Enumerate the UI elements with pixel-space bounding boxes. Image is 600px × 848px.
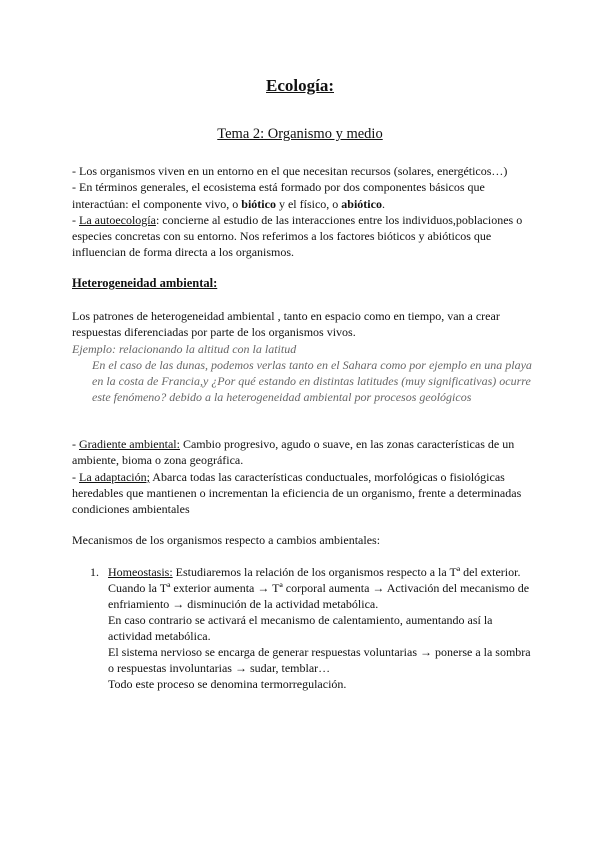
- adaptacion-text: Abarca todas las características conductuales, morfológicas o fisiológicas heredables que mantienen o incrementan la eficiencia de un organismo, frente a determinadas condiciones ambientales: [72, 469, 522, 517]
- definiciones-section: [72, 436, 534, 517]
- gradiente-paragraph: [72, 436, 534, 469]
- heterogeneidad-body: [72, 308, 534, 406]
- page-title: Ecología:: [266, 76, 334, 95]
- term-autoecologia: La autoecología: [79, 212, 156, 227]
- homeostasis-line-5: o respuestas involuntarias → sudar, temblar…: [108, 661, 331, 675]
- intro-paragraph-3: [72, 212, 534, 261]
- homeostasis-line-2: Cuando la Tª exterior aumenta → Tª corporal aumenta → Activación del mecanismo de enfriamiento → disminución de la actividad metabólica.: [108, 581, 530, 611]
- term-homeostasis: Homeostasis:: [108, 565, 173, 579]
- list-item-body: [108, 564, 534, 692]
- intro-section: [72, 163, 534, 261]
- example-heading: Ejemplo: relacionando la altitud con la latitud: [72, 341, 297, 356]
- term-gradiente: Gradiente ambiental:: [79, 437, 180, 451]
- mecanismos-heading: Mecanismos de los organismos respecto a cambios ambientales:: [72, 533, 381, 547]
- homeostasis-line-4: El sistema nervioso se encarga de generar respuestas voluntarias → ponerse a la sombra: [108, 645, 531, 659]
- heterogeneidad-section: [72, 275, 534, 291]
- example-body: En el caso de las dunas, podemos verlas tanto en el Sahara como por ejemplo en una playa en la costa de Francia,y ¿Por qué estando en distintas latitudes (muy significativas) ocurre este fenómeno? debido a la heterogeneidad ambiental por procesos geológicos: [92, 357, 532, 405]
- homeostasis-line-1-text: Estudiaremos la relación de los organismos respecto a la Tª del exterior.: [172, 565, 521, 579]
- gradiente-dash: -: [72, 437, 79, 451]
- adaptacion-paragraph: [72, 469, 534, 518]
- homeostasis-line-6: Todo este proceso se denomina termorregulación.: [108, 677, 347, 691]
- gradiente-text: Cambio progresivo, agudo o suave, en las zonas características de un ambiente, bioma o zona geográfica.: [72, 437, 515, 468]
- intro-p2-text-c: y el físico, o: [275, 196, 342, 211]
- term-abiotico: abiótico: [341, 196, 382, 211]
- term-adaptacion: La adaptación;: [79, 469, 150, 484]
- term-biotico: biótico: [241, 196, 276, 211]
- intro-paragraph-2: [72, 179, 534, 212]
- intro-p3-text: : concierne al estudio de las interacciones entre los individuos,poblaciones o especies concretas con su entorno. Nos referimos a los factores bióticos y abióticos que influencian de forma directa a los organismos.: [72, 212, 523, 260]
- homeostasis-line-1: [108, 564, 534, 580]
- intro-p3-dash: -: [72, 212, 79, 227]
- intro-paragraph-1: - Los organismos viven en un entorno en el que necesitan recursos (solares, energéticos…): [72, 164, 508, 178]
- mecanismos-heading-block: [72, 532, 534, 548]
- adaptacion-dash: -: [72, 469, 79, 484]
- page-subtitle: Tema 2: Organismo y medio: [217, 126, 383, 142]
- intro-p2-text-e: .: [381, 196, 385, 211]
- homeostasis-line-3: En caso contrario se activará el mecanismo de calentamiento, aumentando así la actividad metabólica.: [108, 613, 493, 643]
- heterogeneidad-paragraph: Los patrones de heterogeneidad ambiental , tanto en espacio como en tiempo, van a crear respuestas diferenciadas por parte de los organismos vivos.: [72, 309, 500, 340]
- heterogeneidad-heading: Heterogeneidad ambiental:: [72, 276, 218, 290]
- intro-p2-text-a: - En términos generales, el ecosistema está formado por dos componentes básicos que interactúan: el componente vivo, o: [72, 180, 485, 211]
- list-item-number: 1.: [90, 565, 99, 579]
